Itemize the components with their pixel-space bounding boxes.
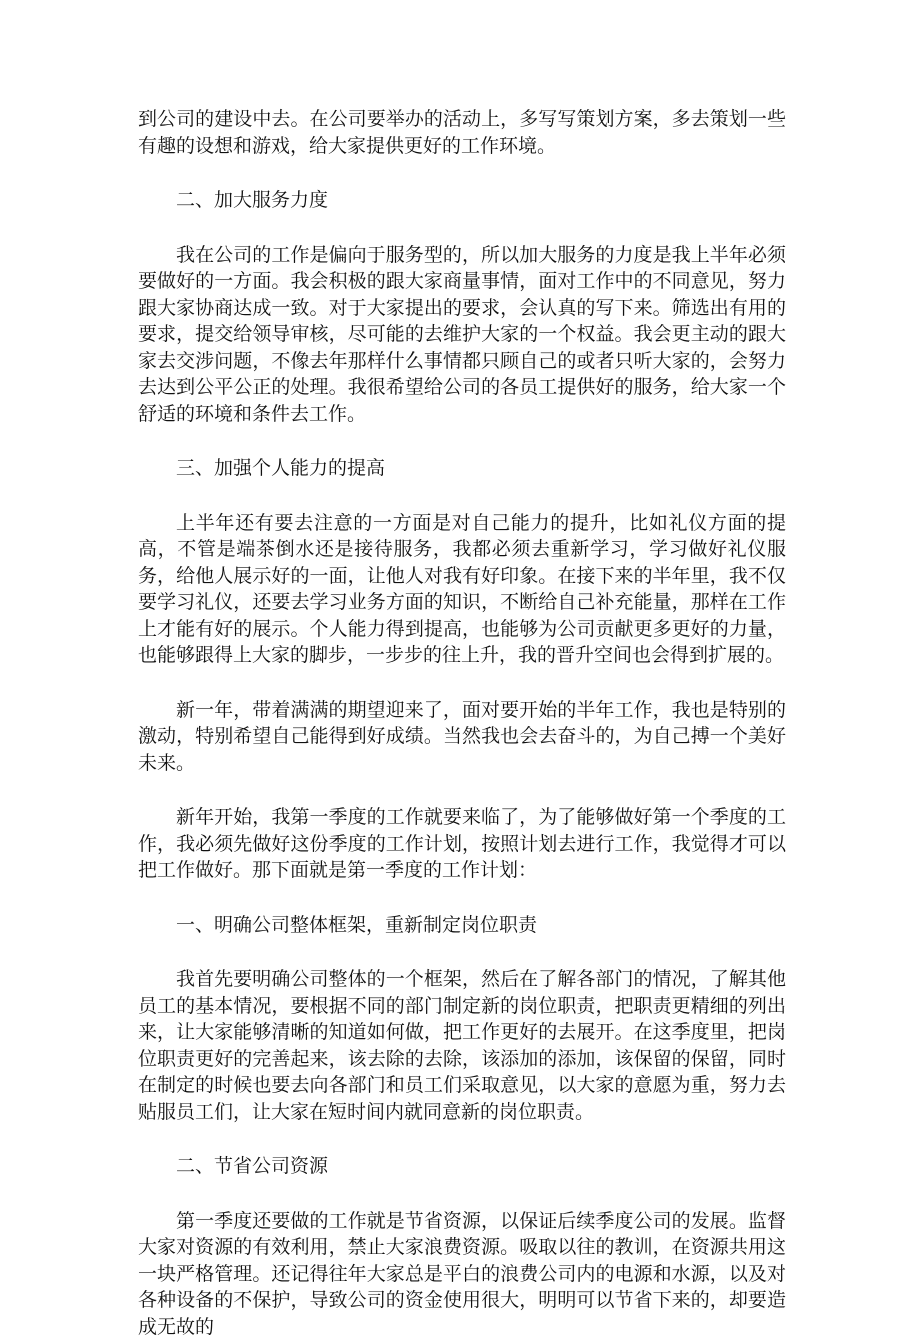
document-page: [138, 106, 786, 1340]
body-paragraph-framework: 我首先要明确公司整体的一个框架，然后在了解各部门的情况，了解其他员工的基本情况，要根据不同的部门制定新的岗位职责，把职责更精细的列出来，让大家能够清晰的知道如何做，把工作更好的去展开。在这季度里，把岗位职责更好的完善起来，该去除的去除，该添加的添加，该保留的保留，同时在制定的时候也要去向各部门和员工们采取意见，以大家的意愿为重，努力去贴服员工们，让大家在短时间内就同意新的岗位职责。: [138, 966, 786, 1125]
section-heading-framework: 一、明确公司整体框架，重新制定岗位职责: [138, 912, 786, 939]
paragraph-gap: [138, 776, 786, 804]
paragraph-gap: [138, 427, 786, 455]
paragraph-gap: [138, 159, 786, 187]
paragraph-gap: [138, 214, 786, 242]
paragraph-gap: [138, 884, 786, 912]
continuation-paragraph: 到公司的建设中去。在公司要举办的活动上，多写写策划方案，多去策划一些有趣的设想和游戏，给大家提供更好的工作环境。: [138, 106, 786, 159]
body-paragraph-ability: 上半年还有要去注意的一方面是对自己能力的提升，比如礼仪方面的提高，不管是端茶倒水还是接待服务，我都必须去重新学习，学习做好礼仪服务，给他人展示好的一面，让他人对我有好印象。在接下来的半年里，我不仅要学习礼仪，还要去学习业务方面的知识，不断给自己补充能量，那样在工作上才能有好的展示。个人能力得到提高，也能够为公司贡献更多更好的力量，也能够跟得上大家的脚步，一步步的往上升，我的晋升空间也会得到扩展的。: [138, 510, 786, 669]
body-paragraph-service: 我在公司的工作是偏向于服务型的，所以加大服务的力度是我上半年必须要做好的一方面。我会积极的跟大家商量事情，面对工作中的不同意见，努力跟大家协商达成一致。对于大家提出的要求，会认真的写下来。筛选出有用的要求，提交给领导审核，尽可能的去维护大家的一个权益。我会更主动的跟大家去交涉问题，不像去年那样什么事情都只顾自己的或者只听大家的，会努力去达到公平公正的处理。我很希望给公司的各员工提供好的服务，给大家一个舒适的环境和条件去工作。: [138, 242, 786, 428]
body-paragraph-new-year: 新一年，带着满满的期望迎来了，面对要开始的半年工作，我也是特别的激动，特别希望自己能得到好成绩。当然我也会去奋斗的，为自己搏一个美好未来。: [138, 697, 786, 777]
body-paragraph-first-quarter: 新年开始，我第一季度的工作就要来临了，为了能够做好第一个季度的工作，我必须先做好这份季度的工作计划，按照计划去进行工作，我觉得才可以把工作做好。那下面就是第一季度的工作计划：: [138, 804, 786, 884]
section-heading-ability: 三、加强个人能力的提高: [138, 455, 786, 482]
paragraph-gap: [138, 482, 786, 510]
body-paragraph-resources: 第一季度还要做的工作就是节省资源，以保证后续季度公司的发展。监督大家对资源的有效利用，禁止大家浪费资源。吸取以往的教训，在资源共用这一块严格管理。还记得往年大家总是平白的浪费公司内的电源和水源，以及对各种设备的不保护，导致公司的资金使用很大，明明可以节省下来的，却要造成无故的: [138, 1208, 786, 1340]
paragraph-gap: [138, 1180, 786, 1208]
section-heading-service: 二、加大服务力度: [138, 187, 786, 214]
paragraph-gap: [138, 938, 786, 966]
section-heading-resources: 二、节省公司资源: [138, 1153, 786, 1180]
paragraph-gap: [138, 1125, 786, 1153]
paragraph-gap: [138, 669, 786, 697]
